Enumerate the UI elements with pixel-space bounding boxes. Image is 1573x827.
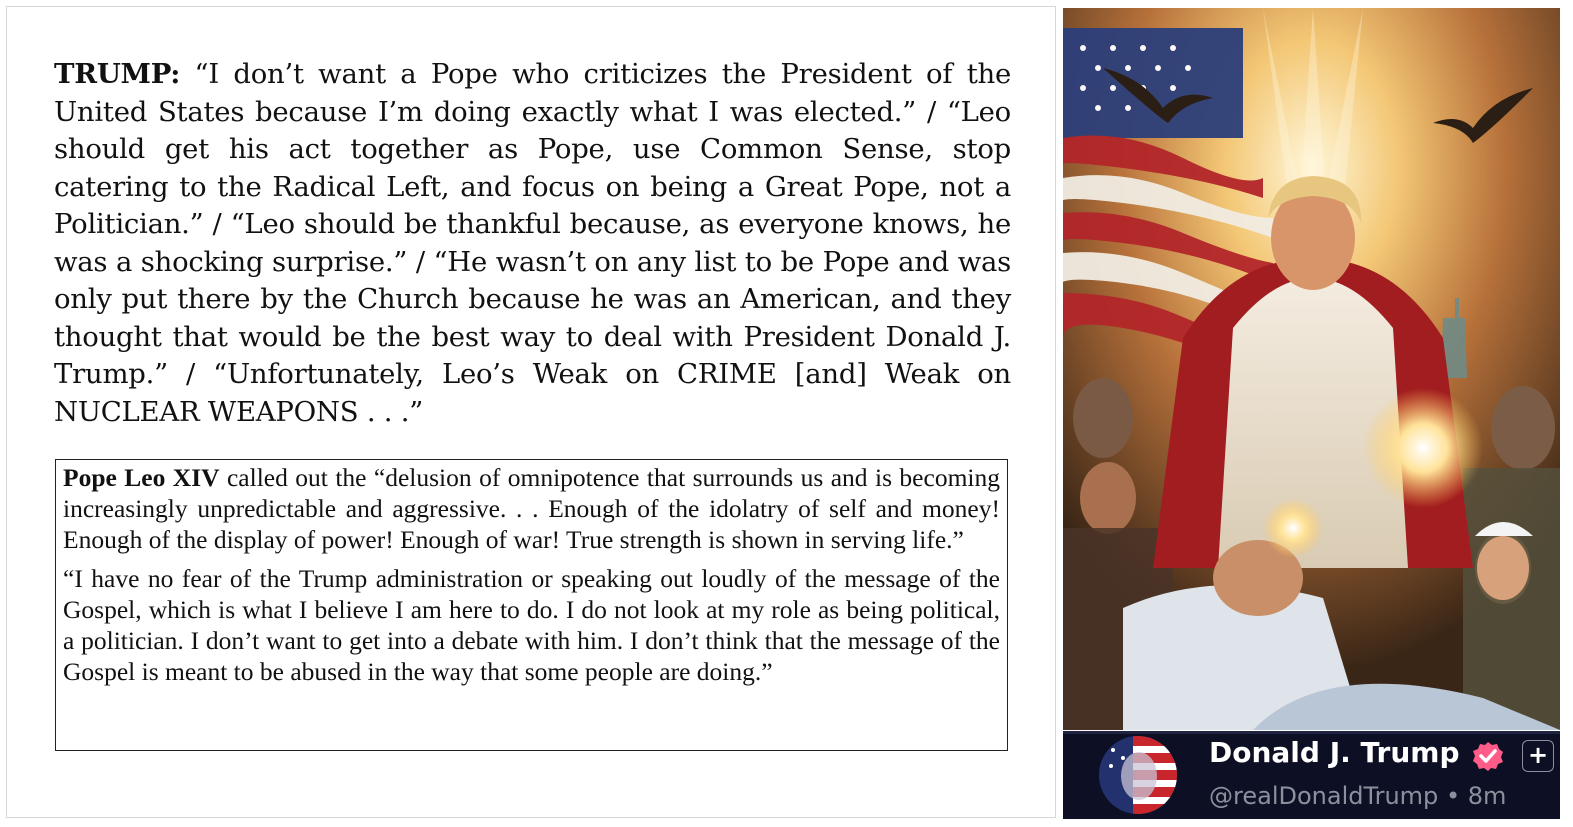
trump-speaker-label: TRUMP:: [54, 58, 181, 90]
avatar-flag-face-icon: [1099, 736, 1177, 814]
trump-quote-text: “I don’t want a Pope who criticizes the President of the United States because I’m doing exactly what I was elected.” / “Leo should get his act together as Pope, use Common Sense, stop catering to the Radical Left, and focus on being a Great Pope, not a Politician.” / “Leo should be thankful because, as everyone knows, he was a shocking surprise.” / “He wasn’t on any list to be Pope and was only put there by the Church because he was an American, and they thought that would be the best way to deal with President Donald J. Trump.” / “Unfortunately, Leo’s Weak on CRIME [and] Weak on NUCLEAR WEAPONS . . .”: [54, 58, 1011, 428]
ai-image-trump-healer: [1063, 8, 1560, 730]
verified-badge-icon: [1472, 740, 1504, 772]
post-time[interactable]: 8m: [1467, 782, 1507, 810]
separator-dot: •: [1445, 782, 1461, 810]
display-name[interactable]: Donald J. Trump: [1209, 736, 1460, 769]
pope-leo-quote-box: [55, 459, 1008, 751]
avatar[interactable]: [1099, 736, 1177, 814]
follow-plus-icon[interactable]: +: [1522, 740, 1554, 772]
trump-quote: [54, 56, 1011, 431]
pope-leo-name: Pope Leo XIV: [63, 463, 220, 492]
handle-line: [1209, 782, 1506, 810]
truth-social-post-header: [1063, 731, 1560, 819]
handle[interactable]: @realDonaldTrump: [1209, 782, 1439, 810]
pope-leo-paragraph-2: “I have no fear of the Trump administration or speaking out loudly of the message of the Gospel, which is what I believe I am here to do. I do not look at my role as being political, a politician. I don’t want to get into a debate with him. I don’t think that the message of the Gospel is meant to be abused in the way that some people are doing.”: [63, 564, 1000, 686]
text-panel: [6, 6, 1056, 818]
pope-leo-paragraph-1: [63, 462, 1000, 555]
ai-image-illustration: [1063, 8, 1560, 730]
pope-leo-paragraph-1-text: called out the “delusion of omnipotence that surrounds us and is becoming increasingly unpredictable and aggressive. . . Enough of the idolatry of self and money! Enough of the display of power! Enough of war! True strength is shown in serving life.”: [63, 463, 1000, 554]
